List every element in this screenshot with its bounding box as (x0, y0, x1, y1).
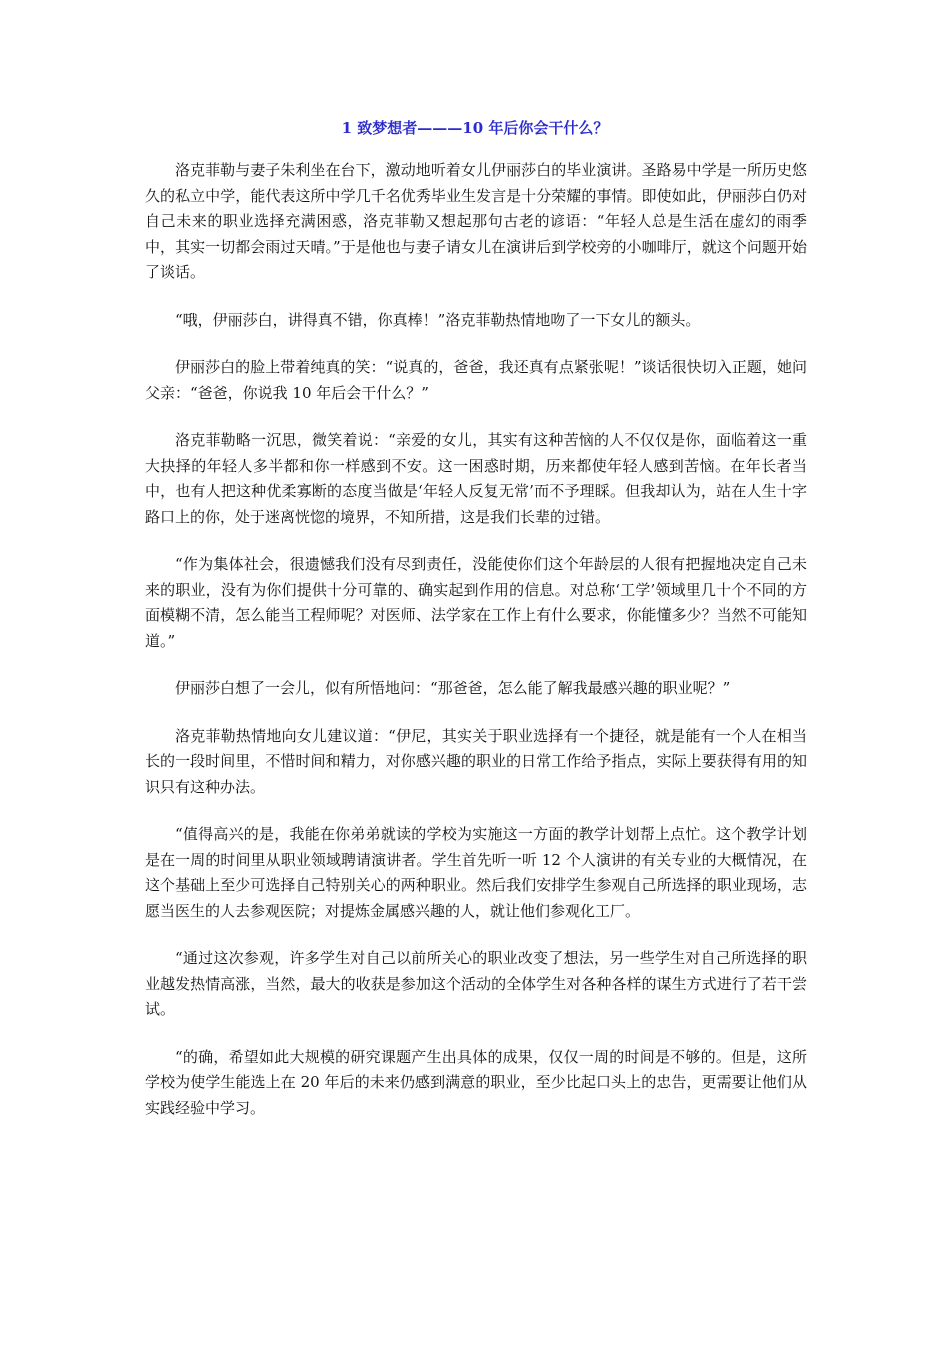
paragraph: “通过这次参观，许多学生对自己以前所关心的职业改变了想法，另一些学生对自己所选择的职业越发热情高涨，当然，最大的收获是参加这个活动的全体学生对各种各样的谋生方式进行了若干尝试。 (145, 949, 807, 1018)
document-body (145, 158, 807, 1143)
paragraph: “的确，希望如此大规模的研究课题产生出具体的成果，仅仅一周的时间是不够的。但是，这所学校为使学生能选上在 20 年后的未来仍感到满意的职业，至少比起口头上的忠告，更需要让他们从实践经验中学习。 (145, 1047, 807, 1117)
paragraph: “哦，伊丽莎白，讲得真不错，你真棒！”洛克菲勒热情地吻了一下女儿的额头。 (175, 310, 701, 329)
paragraph: 伊丽莎白的脸上带着纯真的笑：“说真的，爸爸，我还真有点紧张呢！”谈话很快切入正题，她问父亲：“爸爸，你说我 10 年后会干什么？” (145, 358, 807, 402)
paragraph: 洛克菲勒略一沉思，微笑着说：“亲爱的女儿，其实有这种苦恼的人不仅仅是你，面临着这一重大抉择的年轻人多半都和你一样感到不安。这一困惑时期，历来都使年轻人感到苦恼。在年长者当中，也有人把这种优柔寡断的态度当做是‘年轻人反复无常’而不予理睬。但我却认为，站在人生十字路口上的你，处于迷离恍惚的境界，不知所措，这是我们长辈的过错。 (145, 431, 807, 526)
paragraph: 伊丽莎白想了一会儿，似有所悟地问：“那爸爸，怎么能了解我最感兴趣的职业呢？” (175, 679, 731, 697)
paragraph: “值得高兴的是，我能在你弟弟就读的学校为实施这一方面的教学计划帮上点忙。这个教学计划是在一周的时间里从职业领域聘请演讲者。学生首先听一听 12 个人演讲的有关专业的大概情况，在这个基础上至少可选择自己特别关心的两种职业。然后我们安排学生参观自己所选择的职业现场，志愿当医生的人去参观医院；对提炼金属感兴趣的人，就让他们参观化工厂。 (145, 825, 807, 920)
paragraph: 洛克菲勒热情地向女儿建议道：“伊尼，其实关于职业选择有一个捷径，就是能有一个人在相当长的一段时间里，不惜时间和精力，对你感兴趣的职业的日常工作给予指点，实际上要获得有用的知识只有这种办法。 (145, 726, 807, 796)
paragraph: “作为集体社会，很遗憾我们没有尽到责任，没能使你们这个年龄层的人很有把握地决定自己未来的职业，没有为你们提供十分可靠的、确实起到作用的信息。对总称‘工学’领域里几十个不同的方面模糊不清，怎么能当工程师呢？对医师、法学家在工作上有什么要求，你能懂多少？当然不可能知道。” (145, 555, 807, 650)
paragraph: 洛克菲勒与妻子朱利坐在台下，激动地听着女儿伊丽莎白的毕业演讲。圣路易中学是一所历史悠久的私立中学，能代表这所中学几千名优秀毕业生发言是十分荣耀的事情。即使如此，伊丽莎白仍对自己未来的职业选择充满困惑，洛克菲勒又想起那句古老的谚语：“年轻人总是生活在虚幻的雨季中，其实一切都会雨过天晴。”于是他也与妻子请女儿在演讲后到学校旁的小咖啡厅，就这个问题开始了谈话。 (145, 161, 807, 281)
document-title: 1 致梦想者———10 年后你会干什么？ (341, 119, 609, 137)
